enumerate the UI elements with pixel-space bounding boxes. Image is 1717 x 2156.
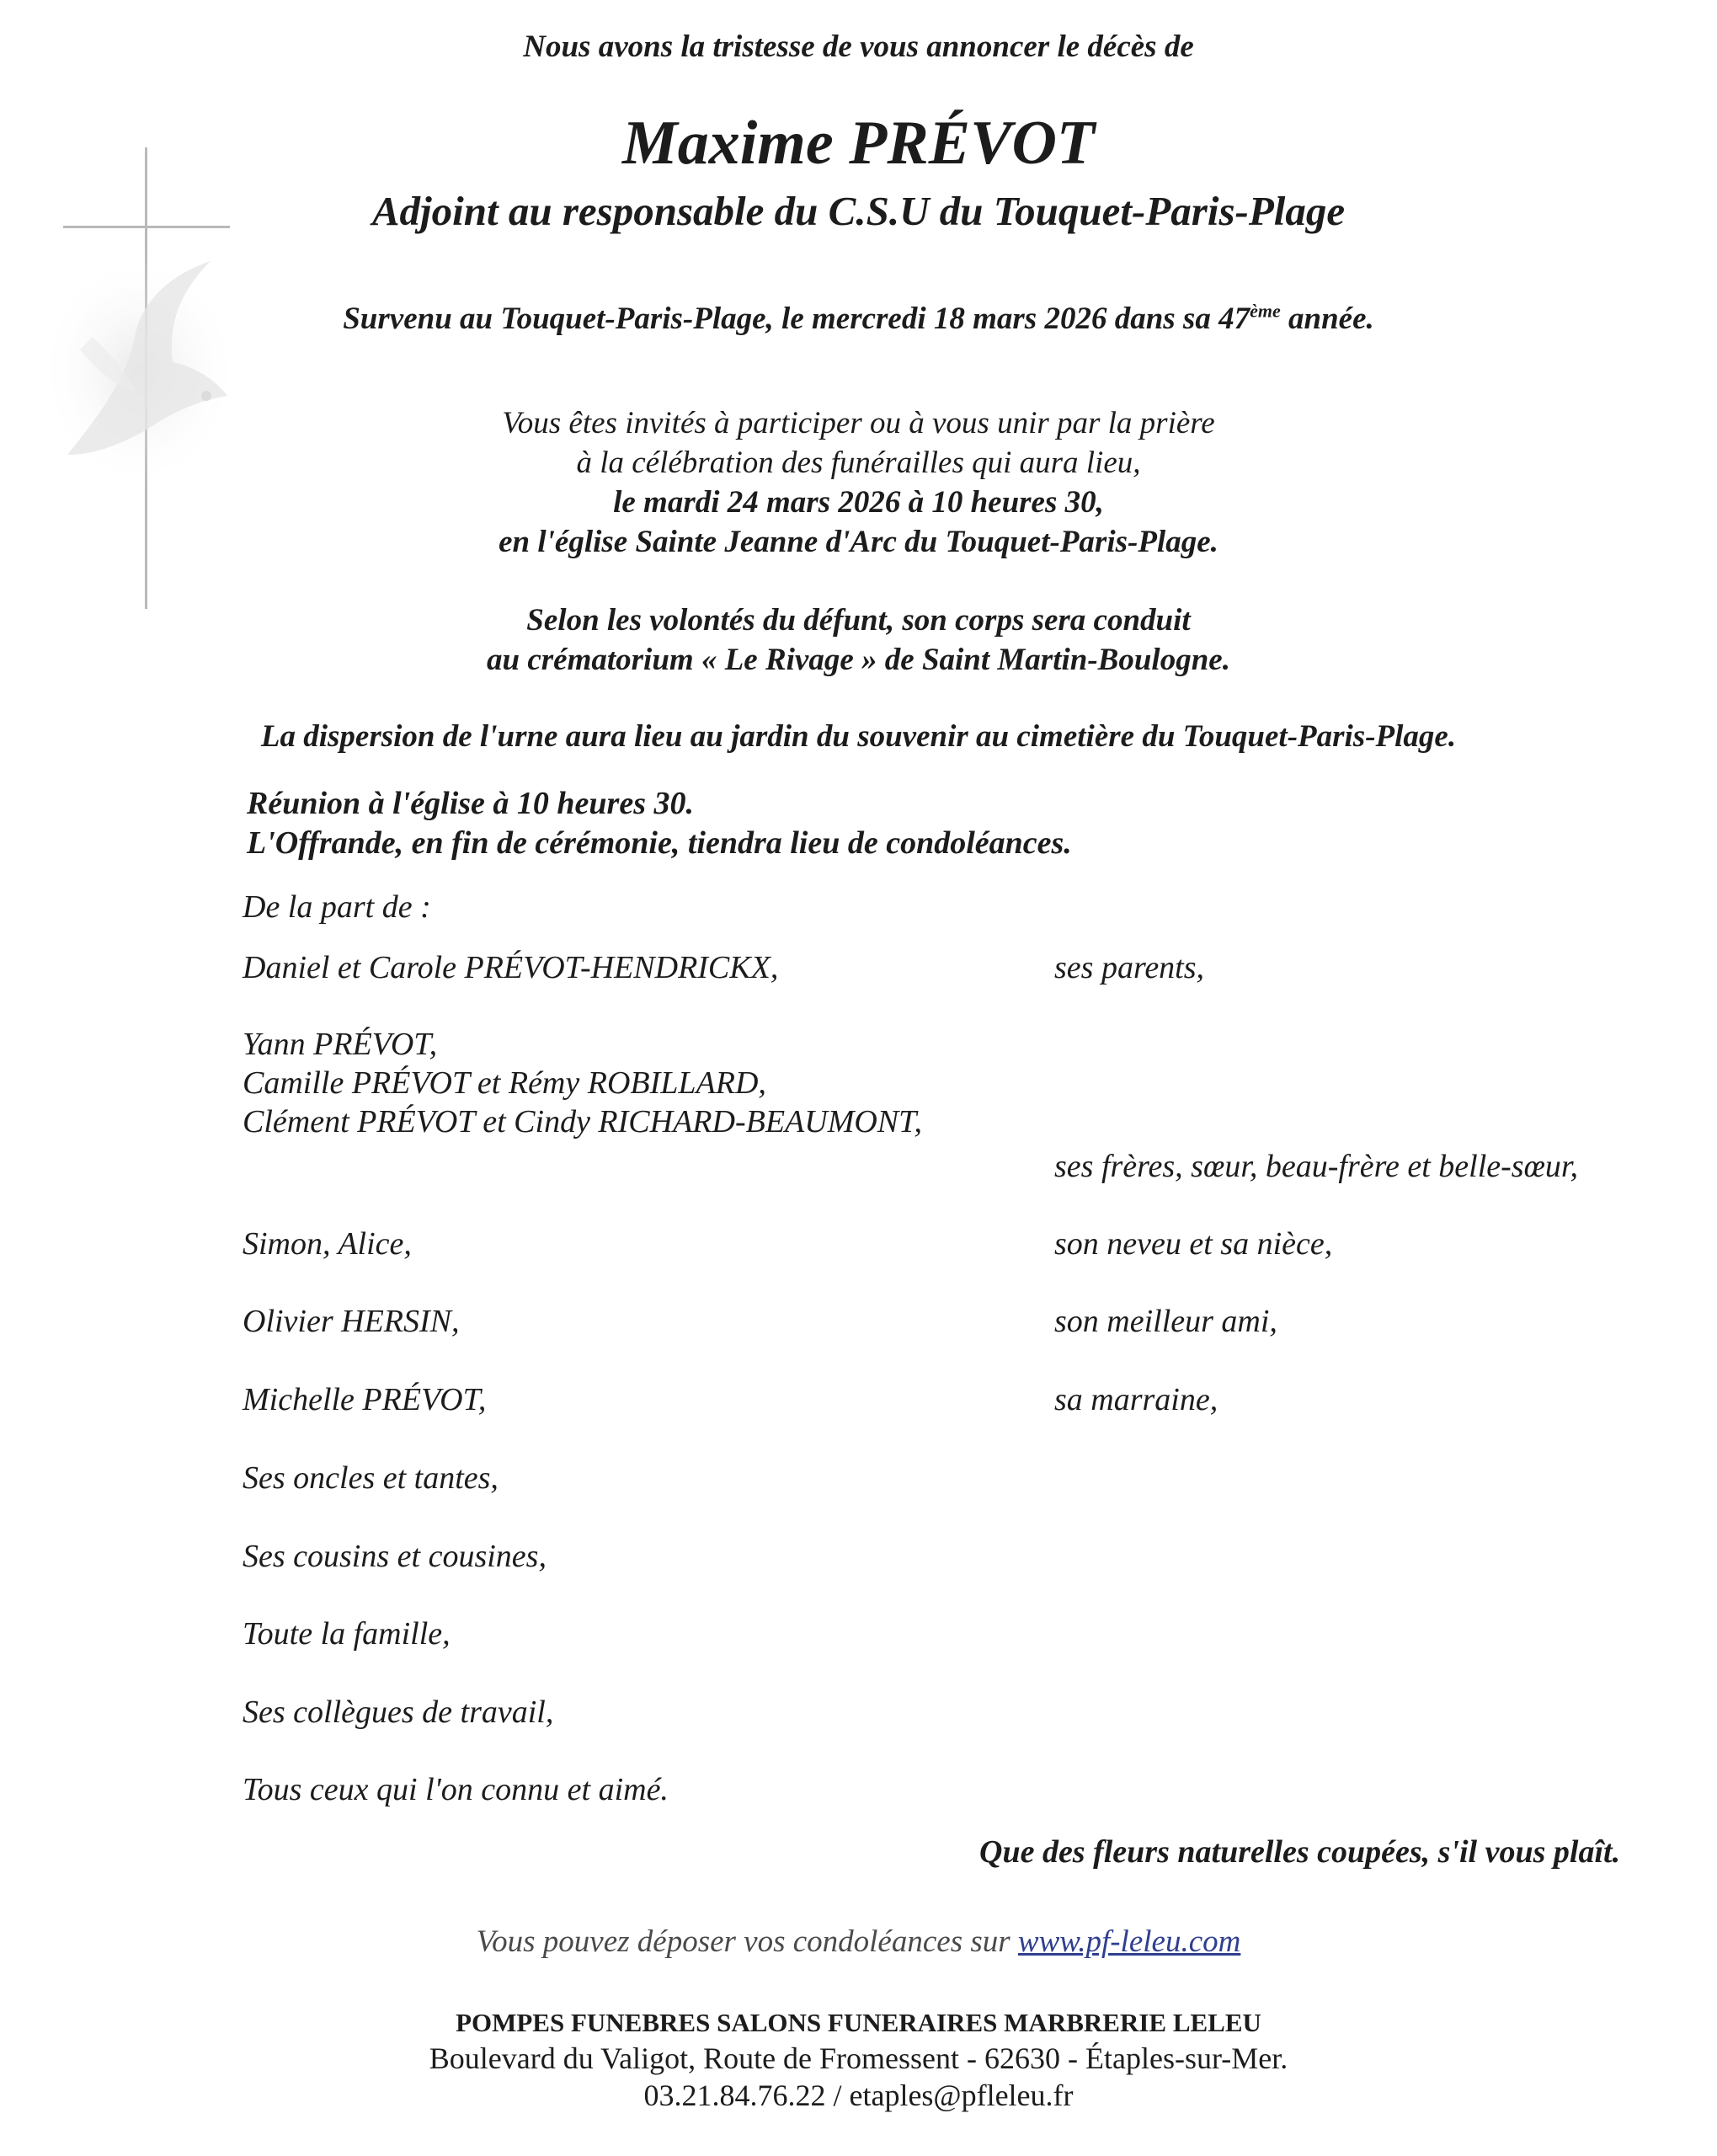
uncles-aunts: Ses oncles et tantes, xyxy=(243,1460,499,1496)
deceased-role: Adjoint au responsable du C.S.U du Touquet-Paris-Plage xyxy=(371,188,1346,234)
reunion-line-2: L'Offrande, en fin de cérémonie, tiendra lieu de condoléances. xyxy=(247,825,1072,861)
godmother-name: Michelle PRÉVOT, xyxy=(243,1382,487,1417)
company-address: Boulevard du Valigot, Route de Fromessent - 62630 - Étaples-sur-Mer. xyxy=(429,2041,1288,2075)
siblings-relation: ses frères, sœur, beau-frère et belle-sœur, xyxy=(1054,1149,1579,1184)
condolences-text: Vous pouvez déposer vos condoléances sur xyxy=(476,1924,1018,1959)
godmother-relation: sa marraine, xyxy=(1054,1382,1218,1417)
death-text-end: année. xyxy=(1280,302,1374,336)
sibling-1: Yann PRÉVOT, xyxy=(243,1027,438,1062)
condolences-link[interactable]: www.pf-leleu.com xyxy=(1017,1924,1241,1959)
death-notice xyxy=(0,301,1717,337)
flowers-request: Que des fleurs naturelles coupées, s'il vous plaît. xyxy=(979,1834,1621,1870)
nephew-names: Simon, Alice, xyxy=(243,1226,412,1262)
cousins: Ses cousins et cousines, xyxy=(243,1539,547,1574)
company-contact: 03.21.84.76.22 / etaples@pfleleu.fr xyxy=(643,2079,1074,2112)
company-name: POMPES FUNEBRES SALONS FUNERAIRES MARBRERIE LELEU xyxy=(456,2008,1261,2037)
deceased-name: Maxime PRÉVOT xyxy=(621,109,1096,178)
all-who-knew: Tous ceux qui l'on connu et aimé. xyxy=(243,1772,669,1807)
sibling-3: Clément PRÉVOT et Cindy RICHARD-BEAUMONT, xyxy=(243,1104,922,1139)
friend-name: Olivier HERSIN, xyxy=(243,1304,460,1339)
ceremony-line-2: à la célébration des funérailles qui aura lieu, xyxy=(576,446,1141,480)
death-ordinal: ème xyxy=(1250,300,1281,322)
friend-relation: son meilleur ami, xyxy=(1054,1304,1277,1339)
ceremony-line-1: Vous êtes invités à participer ou à vous unir par la prière xyxy=(502,406,1215,440)
parents-names: Daniel et Carole PRÉVOT-HENDRICKX, xyxy=(243,950,779,985)
nephew-relation: son neveu et sa nièce, xyxy=(1054,1226,1333,1262)
ceremony-date: le mardi 24 mars 2026 à 10 heures 30, xyxy=(613,485,1104,520)
cremation-line-2: au crématorium « Le Rivage » de Saint Martin-Boulogne. xyxy=(487,643,1230,677)
family-intro: De la part de : xyxy=(243,889,431,925)
reunion-line-1: Réunion à l'église à 10 heures 30. xyxy=(247,786,694,821)
whole-family: Toute la famille, xyxy=(243,1616,451,1652)
intro-text: Nous avons la tristesse de vous annoncer le décès de xyxy=(523,29,1194,64)
ceremony-place: en l'église Sainte Jeanne d'Arc du Touquet-Paris-Plage. xyxy=(499,525,1218,559)
cremation-line-1: Selon les volontés du défunt, son corps sera conduit xyxy=(526,603,1191,638)
condolences-line xyxy=(0,1924,1717,1960)
sibling-2: Camille PRÉVOT et Rémy ROBILLARD, xyxy=(243,1065,766,1101)
dispersion-text: La dispersion de l'urne aura lieu au jardin du souvenir au cimetière du Touquet-Paris-Plage. xyxy=(260,719,1457,754)
death-text: Survenu au Touquet-Paris-Plage, le mercredi 18 mars 2026 dans sa 47 xyxy=(343,302,1250,336)
parents-relation: ses parents, xyxy=(1054,950,1205,985)
colleagues: Ses collègues de travail, xyxy=(243,1694,554,1730)
